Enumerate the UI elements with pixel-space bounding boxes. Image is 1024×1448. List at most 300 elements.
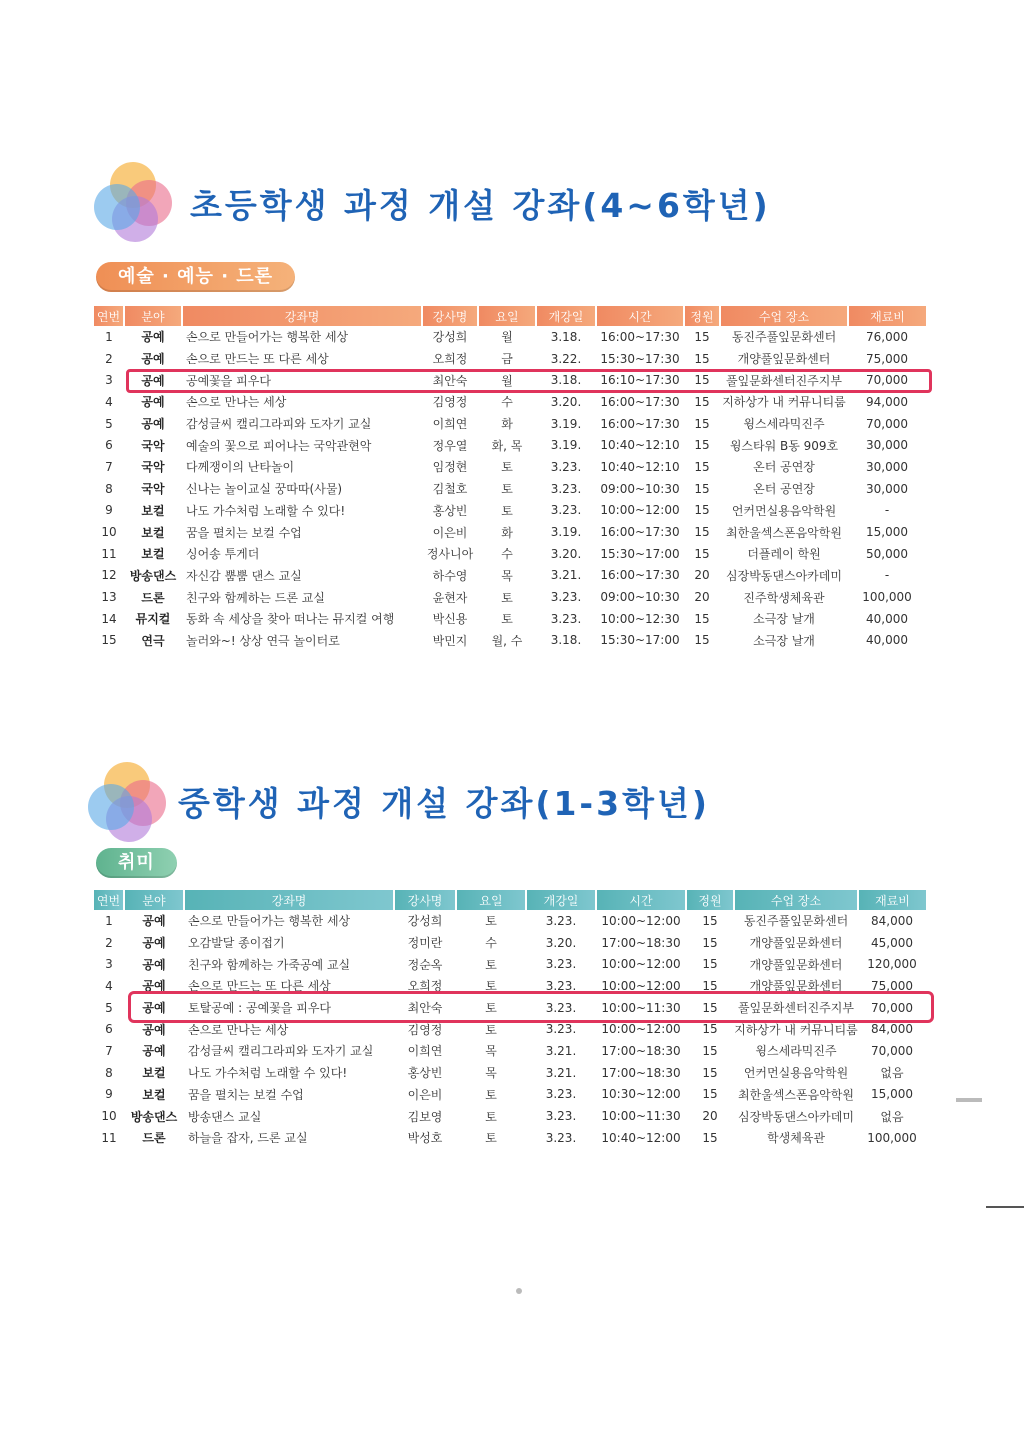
cell-material-fee: 15,000 xyxy=(871,1087,913,1102)
cell-no: 6 xyxy=(105,1022,113,1037)
cell-location: 동진주풀잎문화센터 xyxy=(731,330,837,345)
cell-day: 토 xyxy=(501,503,513,518)
cell-no: 10 xyxy=(101,525,117,540)
cell-day: 토 xyxy=(485,1022,497,1037)
cell-start-date: 3.18. xyxy=(550,329,582,344)
cell-start-date: 3.23. xyxy=(545,978,577,993)
cell-location: 최한울섹스폰음악학원 xyxy=(726,525,842,540)
cell-start-date: 3.23. xyxy=(545,1000,577,1015)
cell-no: 2 xyxy=(105,351,113,366)
cell-title: 손으로 만드는 또 다른 세상 xyxy=(186,352,329,367)
cell-location: 온터 공연장 xyxy=(753,460,815,475)
cell-location: 풀잎문화센터진주지부 xyxy=(726,373,842,388)
cell-instructor: 이은비 xyxy=(407,1087,443,1102)
cell-field: 공예 xyxy=(142,957,166,972)
cell-field: 공예 xyxy=(142,936,166,951)
cell-instructor: 이은비 xyxy=(432,525,468,540)
table-row xyxy=(94,932,926,954)
table-row xyxy=(94,975,926,997)
cell-time: 17:00~18:30 xyxy=(601,1065,681,1080)
cell-capacity: 15 xyxy=(694,546,710,561)
cell-no: 12 xyxy=(101,568,117,583)
table-row xyxy=(94,630,926,652)
cell-no: 5 xyxy=(105,416,113,431)
cell-instructor: 김영정 xyxy=(432,395,468,410)
cell-material-fee: - xyxy=(884,503,890,518)
cell-day: 월 xyxy=(501,330,513,345)
cell-day: 토 xyxy=(485,979,497,994)
cell-day: 화 xyxy=(501,525,513,540)
cell-start-date: 3.19. xyxy=(550,525,582,540)
cell-start-date: 3.19. xyxy=(550,416,582,431)
cell-field: 공예 xyxy=(142,914,166,929)
table-row xyxy=(94,608,926,630)
cell-title: 자신감 뿜뿜 댄스 교실 xyxy=(186,568,302,583)
cell-no: 4 xyxy=(105,978,113,993)
cell-day: 화, 목 xyxy=(491,438,523,453)
cell-title: 손으로 만나는 세상 xyxy=(186,395,287,410)
table-row xyxy=(94,1105,926,1127)
cell-title: 손으로 만나는 세상 xyxy=(188,1022,289,1037)
cell-material-fee: 100,000 xyxy=(862,590,912,605)
cell-time: 10:00~11:30 xyxy=(601,1000,681,1015)
middle-category-badge: 취미 xyxy=(96,848,177,878)
cell-location: 동진주풀잎문화센터 xyxy=(743,914,849,929)
cell-location: 소극장 날개 xyxy=(753,633,815,648)
cell-time: 16:00~17:30 xyxy=(600,568,680,583)
cell-field: 공예 xyxy=(141,417,165,432)
cell-instructor: 정우열 xyxy=(432,438,468,453)
cell-start-date: 3.20. xyxy=(550,394,582,409)
column-header-capacity: 정원 xyxy=(686,890,734,910)
column-header-start-date: 개강일 xyxy=(536,306,596,326)
table-row xyxy=(94,478,926,500)
cell-title: 놀러와~! 상상 연극 놀이터로 xyxy=(186,633,340,648)
cell-day: 토 xyxy=(501,612,513,627)
middle-title: 중학생 과정 개설 강좌(1-3학년) xyxy=(178,784,710,823)
cell-day: 목 xyxy=(485,1066,497,1081)
cell-instructor: 홍상빈 xyxy=(432,503,468,518)
column-header-no: 연번 xyxy=(94,890,124,910)
scan-speck xyxy=(516,1288,522,1294)
cell-time: 17:00~18:30 xyxy=(601,935,681,950)
cell-no: 8 xyxy=(105,1065,113,1080)
column-header-location: 수업 장소 xyxy=(734,890,858,910)
cell-no: 11 xyxy=(101,546,117,561)
table-row xyxy=(94,456,926,478)
cell-day: 금 xyxy=(501,352,513,367)
cell-day: 수 xyxy=(501,395,513,410)
cell-instructor: 정사니아 xyxy=(426,547,474,562)
cell-title: 꿈을 펼치는 보컬 수업 xyxy=(186,525,302,540)
cell-capacity: 15 xyxy=(694,438,710,453)
table-row xyxy=(94,348,926,370)
cell-material-fee: 40,000 xyxy=(866,611,908,626)
elementary-course-table xyxy=(94,306,926,651)
cell-capacity: 15 xyxy=(694,459,710,474)
cell-instructor: 강성희 xyxy=(407,914,443,929)
cell-field: 연극 xyxy=(141,633,165,648)
cell-start-date: 3.23. xyxy=(545,1130,577,1145)
cell-start-date: 3.23. xyxy=(550,459,582,474)
cell-title: 신나는 놀이교실 꿍따따(사물) xyxy=(186,482,343,497)
cell-field: 보컬 xyxy=(141,547,165,562)
cell-material-fee: 75,000 xyxy=(871,978,913,993)
cell-capacity: 15 xyxy=(694,525,710,540)
cell-instructor: 윤현자 xyxy=(432,590,468,605)
cell-time: 09:00~10:30 xyxy=(600,590,680,605)
cell-title: 동화 속 세상을 찾아 떠나는 뮤지컬 여행 xyxy=(186,612,395,627)
elementary-title: 초등학생 과정 개설 강좌(4~6학년) xyxy=(190,186,771,225)
cell-field: 보컬 xyxy=(141,503,165,518)
cell-start-date: 3.20. xyxy=(545,935,577,950)
cell-title: 오감발달 종이접기 xyxy=(188,936,285,951)
cell-field: 국악 xyxy=(141,482,165,497)
cell-field: 보컬 xyxy=(141,525,165,540)
cell-day: 수 xyxy=(485,936,497,951)
cell-location: 풀잎문화센터진주지부 xyxy=(738,1001,854,1016)
cell-field: 국악 xyxy=(141,460,165,475)
cell-location: 소극장 날개 xyxy=(753,612,815,627)
cell-capacity: 15 xyxy=(702,1087,718,1102)
column-header-time: 시간 xyxy=(596,890,686,910)
cell-no: 10 xyxy=(101,1109,117,1124)
cell-capacity: 20 xyxy=(694,590,710,605)
cell-start-date: 3.21. xyxy=(545,1043,577,1058)
cell-title: 다께쟁이의 난타놀이 xyxy=(186,460,295,475)
cell-material-fee: 76,000 xyxy=(866,329,908,344)
cell-title: 손으로 만들어가는 행복한 세상 xyxy=(186,330,349,345)
cell-location: 윙스타워 B동 909호 xyxy=(729,438,839,453)
cell-title: 친구와 함께하는 드론 교실 xyxy=(186,590,325,605)
cell-instructor: 정순옥 xyxy=(407,957,443,972)
cell-capacity: 15 xyxy=(694,611,710,626)
cell-field: 공예 xyxy=(142,979,166,994)
cell-start-date: 3.23. xyxy=(545,1109,577,1124)
cell-no: 5 xyxy=(105,1000,113,1015)
cell-capacity: 15 xyxy=(702,1022,718,1037)
cell-location: 윙스세라믹진주 xyxy=(743,417,825,432)
cell-location: 개양풀잎문화센터 xyxy=(749,936,843,951)
cell-capacity: 15 xyxy=(694,633,710,648)
cell-material-fee: 70,000 xyxy=(871,1043,913,1058)
cell-no: 1 xyxy=(105,913,113,928)
table-row xyxy=(94,997,926,1019)
cell-title: 공예꽃을 피우다 xyxy=(186,373,271,388)
cell-start-date: 3.23. xyxy=(545,1022,577,1037)
cell-start-date: 3.23. xyxy=(550,503,582,518)
cell-field: 드론 xyxy=(142,1131,166,1146)
cell-capacity: 15 xyxy=(694,416,710,431)
cell-day: 토 xyxy=(485,1109,497,1124)
cell-instructor: 김보영 xyxy=(407,1109,443,1124)
cell-day: 목 xyxy=(501,568,513,583)
cell-capacity: 15 xyxy=(702,1043,718,1058)
cell-capacity: 15 xyxy=(694,329,710,344)
cell-material-fee: 30,000 xyxy=(866,459,908,474)
cell-start-date: 3.19. xyxy=(550,438,582,453)
cell-capacity: 20 xyxy=(694,568,710,583)
cell-instructor: 이희연 xyxy=(407,1044,443,1059)
column-header-no: 연번 xyxy=(94,306,124,326)
cell-field: 공예 xyxy=(141,352,165,367)
cell-no: 9 xyxy=(105,503,113,518)
cell-day: 토 xyxy=(485,957,497,972)
cell-title: 손으로 만드는 또 다른 세상 xyxy=(188,979,331,994)
cell-material-fee: 94,000 xyxy=(866,394,908,409)
cell-capacity: 15 xyxy=(694,351,710,366)
cell-start-date: 3.18. xyxy=(550,633,582,648)
table-row xyxy=(94,910,926,932)
cell-material-fee: 없음 xyxy=(880,1109,904,1124)
cell-field: 공예 xyxy=(141,373,165,388)
cell-capacity: 20 xyxy=(702,1109,718,1124)
cell-start-date: 3.23. xyxy=(545,957,577,972)
cell-day: 토 xyxy=(485,1131,497,1146)
table-row xyxy=(94,586,926,608)
cell-instructor: 강성희 xyxy=(432,330,468,345)
cell-title: 예술의 꽃으로 피어나는 국악관현악 xyxy=(186,438,372,453)
cell-time: 10:00~12:00 xyxy=(601,1022,681,1037)
cell-time: 16:00~17:30 xyxy=(600,416,680,431)
cell-location: 온터 공연장 xyxy=(753,482,815,497)
cell-instructor: 임정현 xyxy=(432,460,468,475)
cell-day: 토 xyxy=(501,482,513,497)
table-row xyxy=(94,1127,926,1149)
table-row xyxy=(94,953,926,975)
cell-day: 토 xyxy=(485,1087,497,1102)
cell-instructor: 박신용 xyxy=(432,612,468,627)
column-header-instructor: 강사명 xyxy=(422,306,478,326)
table-row xyxy=(94,543,926,565)
cell-capacity: 15 xyxy=(702,1000,718,1015)
cell-title: 나도 가수처럼 노래할 수 있다! xyxy=(188,1066,348,1081)
cell-material-fee: 15,000 xyxy=(866,525,908,540)
middle-course-table xyxy=(94,890,926,1149)
column-header-instructor: 강사명 xyxy=(394,890,456,910)
column-header-field: 분야 xyxy=(124,306,182,326)
cell-no: 15 xyxy=(101,633,117,648)
cell-instructor: 하수영 xyxy=(432,568,468,583)
elementary-category-badge: 예술 · 예능 · 드론 xyxy=(96,262,295,292)
cell-location: 심장박동댄스아카데미 xyxy=(738,1109,854,1124)
table-row xyxy=(94,1040,926,1062)
cell-start-date: 3.21. xyxy=(550,568,582,583)
cell-time: 10:00~12:00 xyxy=(600,503,680,518)
cell-no: 7 xyxy=(105,459,113,474)
cell-location: 최한울섹스폰음악학원 xyxy=(738,1087,854,1102)
cell-no: 4 xyxy=(105,394,113,409)
cell-time: 10:00~11:30 xyxy=(601,1109,681,1124)
cell-material-fee: 84,000 xyxy=(871,913,913,928)
cell-day: 토 xyxy=(501,590,513,605)
table-row xyxy=(94,369,926,391)
cell-capacity: 15 xyxy=(694,373,710,388)
cell-day: 목 xyxy=(485,1044,497,1059)
cell-material-fee: 120,000 xyxy=(867,957,917,972)
cell-field: 공예 xyxy=(142,1022,166,1037)
cell-field: 보컬 xyxy=(142,1066,166,1081)
cell-instructor: 최안숙 xyxy=(407,1001,443,1016)
cell-instructor: 정미란 xyxy=(407,936,443,951)
table-row xyxy=(94,434,926,456)
cell-material-fee: 84,000 xyxy=(871,1022,913,1037)
cell-no: 13 xyxy=(101,590,117,605)
cell-instructor: 김영정 xyxy=(407,1022,443,1037)
cell-field: 공예 xyxy=(141,330,165,345)
cell-location: 지하상가 내 커뮤니티룸 xyxy=(722,395,846,410)
cell-material-fee: 70,000 xyxy=(866,373,908,388)
cell-title: 감성글씨 캘리그라피와 도자기 교실 xyxy=(186,417,372,432)
column-header-day: 요일 xyxy=(456,890,526,910)
cell-field: 방송댄스 xyxy=(130,1109,178,1124)
cell-material-fee: - xyxy=(884,568,890,583)
cell-capacity: 15 xyxy=(694,481,710,496)
cell-title: 방송댄스 교실 xyxy=(188,1109,262,1124)
cell-material-fee: 없음 xyxy=(880,1066,904,1081)
cell-time: 10:00~12:00 xyxy=(601,978,681,993)
table-header-row xyxy=(94,306,926,326)
cell-title: 하늘을 잡자, 드론 교실 xyxy=(188,1131,308,1146)
cell-time: 10:40~12:10 xyxy=(600,459,680,474)
column-header-day: 요일 xyxy=(478,306,536,326)
cell-field: 공예 xyxy=(141,395,165,410)
table-row xyxy=(94,1018,926,1040)
cell-day: 월, 수 xyxy=(491,633,523,648)
cell-no: 2 xyxy=(105,935,113,950)
cell-time: 10:00~12:00 xyxy=(601,913,681,928)
cell-day: 화 xyxy=(501,417,513,432)
cell-start-date: 3.23. xyxy=(545,1087,577,1102)
cell-capacity: 15 xyxy=(694,503,710,518)
cell-capacity: 15 xyxy=(702,913,718,928)
cell-location: 더플레이 학원 xyxy=(747,547,821,562)
cell-start-date: 3.20. xyxy=(550,546,582,561)
cell-start-date: 3.18. xyxy=(550,373,582,388)
flower-logo-icon xyxy=(86,758,166,848)
cell-no: 1 xyxy=(105,329,113,344)
cell-location: 개양풀잎문화센터 xyxy=(749,957,843,972)
cell-location: 개양풀잎문화센터 xyxy=(737,352,831,367)
cell-material-fee: 70,000 xyxy=(871,1000,913,1015)
table-row xyxy=(94,1084,926,1106)
cell-material-fee: 50,000 xyxy=(866,546,908,561)
cell-field: 드론 xyxy=(141,590,165,605)
cell-day: 수 xyxy=(501,547,513,562)
flower-logo-icon xyxy=(92,158,172,248)
cell-time: 16:00~17:30 xyxy=(600,525,680,540)
table-row xyxy=(94,500,926,522)
cell-time: 15:30~17:00 xyxy=(600,633,680,648)
cell-field: 국악 xyxy=(141,438,165,453)
column-header-capacity: 정원 xyxy=(684,306,720,326)
column-header-location: 수업 장소 xyxy=(720,306,848,326)
cell-day: 토 xyxy=(501,460,513,475)
table-row xyxy=(94,326,926,348)
cell-capacity: 15 xyxy=(702,935,718,950)
cell-location: 윙스세라믹진주 xyxy=(755,1044,837,1059)
column-header-field: 분야 xyxy=(124,890,184,910)
cell-title: 싱어송 투게더 xyxy=(186,547,260,562)
table-row xyxy=(94,413,926,435)
cell-no: 3 xyxy=(105,957,113,972)
cell-capacity: 15 xyxy=(694,394,710,409)
cell-time: 15:30~17:30 xyxy=(600,351,680,366)
table-row xyxy=(94,1062,926,1084)
cell-material-fee: 45,000 xyxy=(871,935,913,950)
cell-instructor: 최안숙 xyxy=(432,373,468,388)
cell-material-fee: 40,000 xyxy=(866,633,908,648)
cell-title: 토탈공예 : 공예꽃을 피우다 xyxy=(188,1001,331,1016)
table-row xyxy=(94,391,926,413)
column-header-start-date: 개강일 xyxy=(526,890,596,910)
cell-no: 7 xyxy=(105,1043,113,1058)
cell-time: 16:10~17:30 xyxy=(600,373,680,388)
cell-title: 손으로 만들어가는 행복한 세상 xyxy=(188,914,351,929)
cell-location: 진주학생체육관 xyxy=(743,590,825,605)
cell-location: 언커먼실용음악학원 xyxy=(731,503,837,518)
cell-instructor: 이희연 xyxy=(432,417,468,432)
column-header-title: 강좌명 xyxy=(182,306,422,326)
cell-instructor: 오희정 xyxy=(432,352,468,367)
cell-field: 공예 xyxy=(142,1001,166,1016)
column-header-material-fee: 재료비 xyxy=(848,306,926,326)
cell-material-fee: 70,000 xyxy=(866,416,908,431)
cell-time: 10:30~12:00 xyxy=(601,1087,681,1102)
cell-title: 나도 가수처럼 노래할 수 있다! xyxy=(186,503,346,518)
cell-field: 보컬 xyxy=(142,1087,166,1102)
cell-field: 방송댄스 xyxy=(129,568,177,583)
cell-no: 14 xyxy=(101,611,117,626)
cell-location: 개양풀잎문화센터 xyxy=(749,979,843,994)
cell-no: 11 xyxy=(101,1130,117,1145)
cell-instructor: 박민지 xyxy=(432,633,468,648)
column-header-material-fee: 재료비 xyxy=(858,890,926,910)
cell-capacity: 15 xyxy=(702,978,718,993)
scan-mark xyxy=(956,1098,982,1102)
cell-start-date: 3.23. xyxy=(550,611,582,626)
cell-start-date: 3.23. xyxy=(550,481,582,496)
cell-location: 지하상가 내 커뮤니티룸 xyxy=(734,1022,858,1037)
cell-time: 17:00~18:30 xyxy=(601,1043,681,1058)
cell-material-fee: 75,000 xyxy=(866,351,908,366)
column-header-title: 강좌명 xyxy=(184,890,394,910)
cell-material-fee: 30,000 xyxy=(866,481,908,496)
cell-time: 10:00~12:00 xyxy=(601,957,681,972)
cell-material-fee: 30,000 xyxy=(866,438,908,453)
cell-instructor: 박성호 xyxy=(407,1131,443,1146)
cell-no: 9 xyxy=(105,1087,113,1102)
cell-instructor: 오희정 xyxy=(407,979,443,994)
cell-day: 토 xyxy=(485,914,497,929)
table-row xyxy=(94,521,926,543)
cell-title: 꿈을 펼치는 보컬 수업 xyxy=(188,1087,304,1102)
cell-start-date: 3.23. xyxy=(545,913,577,928)
cell-capacity: 15 xyxy=(702,1130,718,1145)
cell-day: 월 xyxy=(501,373,513,388)
cell-start-date: 3.23. xyxy=(550,590,582,605)
cell-time: 15:30~17:00 xyxy=(600,546,680,561)
cell-no: 8 xyxy=(105,481,113,496)
cell-start-date: 3.22. xyxy=(550,351,582,366)
table-row xyxy=(94,565,926,587)
cell-capacity: 15 xyxy=(702,1065,718,1080)
cell-field: 뮤지컬 xyxy=(135,612,171,627)
cell-title: 친구와 함께하는 가죽공예 교실 xyxy=(188,957,351,972)
cell-start-date: 3.21. xyxy=(545,1065,577,1080)
cell-no: 3 xyxy=(105,373,113,388)
cell-time: 10:40~12:00 xyxy=(601,1130,681,1145)
